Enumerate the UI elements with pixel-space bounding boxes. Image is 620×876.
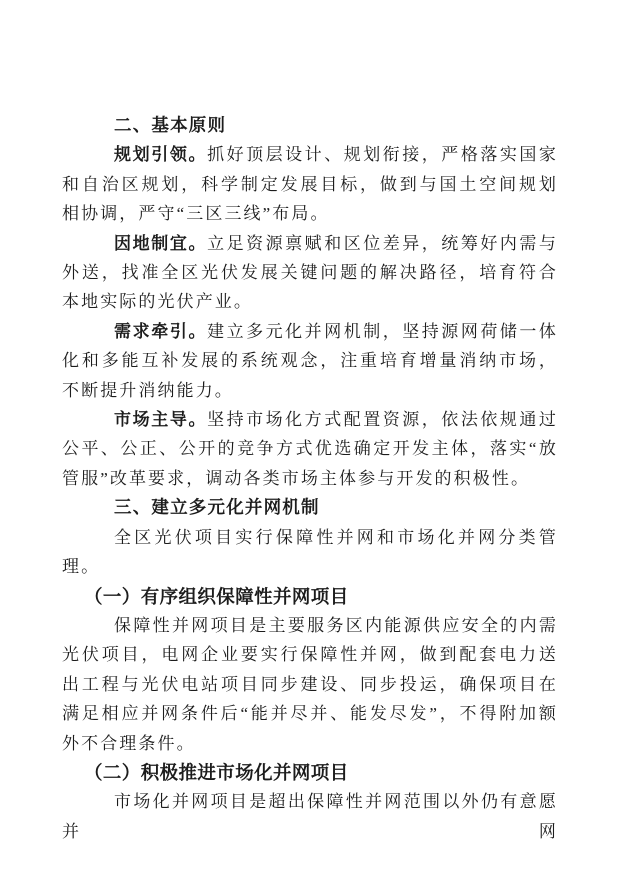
body-paragraph: 全区光伏项目实行保障性并网和市场化并网分类管理。 [62, 527, 558, 577]
document-body [62, 111, 558, 846]
paragraph-lead: 因地制宜。 [114, 233, 208, 253]
paragraph-lead: 市场主导。 [114, 410, 208, 430]
paragraph-text: 坚持市场化方式配置资源，依法依规通过公平、公正、公开的竞争方式优选确定开发主体，落实“放管服”改革要求，调动各类市场主体参与开发的积极性。 [62, 410, 558, 488]
paragraph-text: 建立多元化并网机制，坚持源网荷储一体化和多能互补发展的系统观念，注重培育增量消纳市场，不断提升消纳能力。 [62, 321, 558, 400]
sub-heading: （一）有序组织保障性并网项目 [84, 585, 349, 607]
paragraph-lead: 需求牵引。 [114, 321, 208, 341]
body-paragraph [62, 405, 558, 493]
major-heading: 三、建立多元化并网机制 [114, 497, 320, 518]
paragraph-text: 抓好顶层设计、规划衔接，严格落实国家和自治区规划，科学制定发展目标，做到与国土空间规划相协调，严守“三区三线”布局。 [62, 145, 558, 224]
paragraph-lead: 规划引领。 [114, 145, 208, 165]
paragraph-text: 立足资源禀赋和区位差异，统筹好内需与外送，找准全区光伏发展关键问题的解决路径，培育符合本地实际的光伏产业。 [62, 233, 558, 312]
body-paragraph: 保障性并网项目是主要服务区内能源供应安全的内需光伏项目，电网企业要实行保障性并网，做到配套电力送出工程与光伏电站项目同步建设、同步投运，确保项目在满足相应并网条件后“能并尽并、能发尽发”，不得附加额外不合理条件。 [62, 615, 558, 753]
body-paragraph [62, 317, 558, 405]
body-paragraph: 市场化并网项目是超出保障性并网范围以外仍有意愿并网 [62, 792, 558, 841]
body-paragraph [62, 140, 558, 228]
major-heading: 二、基本原则 [114, 115, 227, 135]
body-paragraph [62, 229, 558, 317]
sub-heading: （二）积极推进市场化并网项目 [84, 761, 349, 783]
